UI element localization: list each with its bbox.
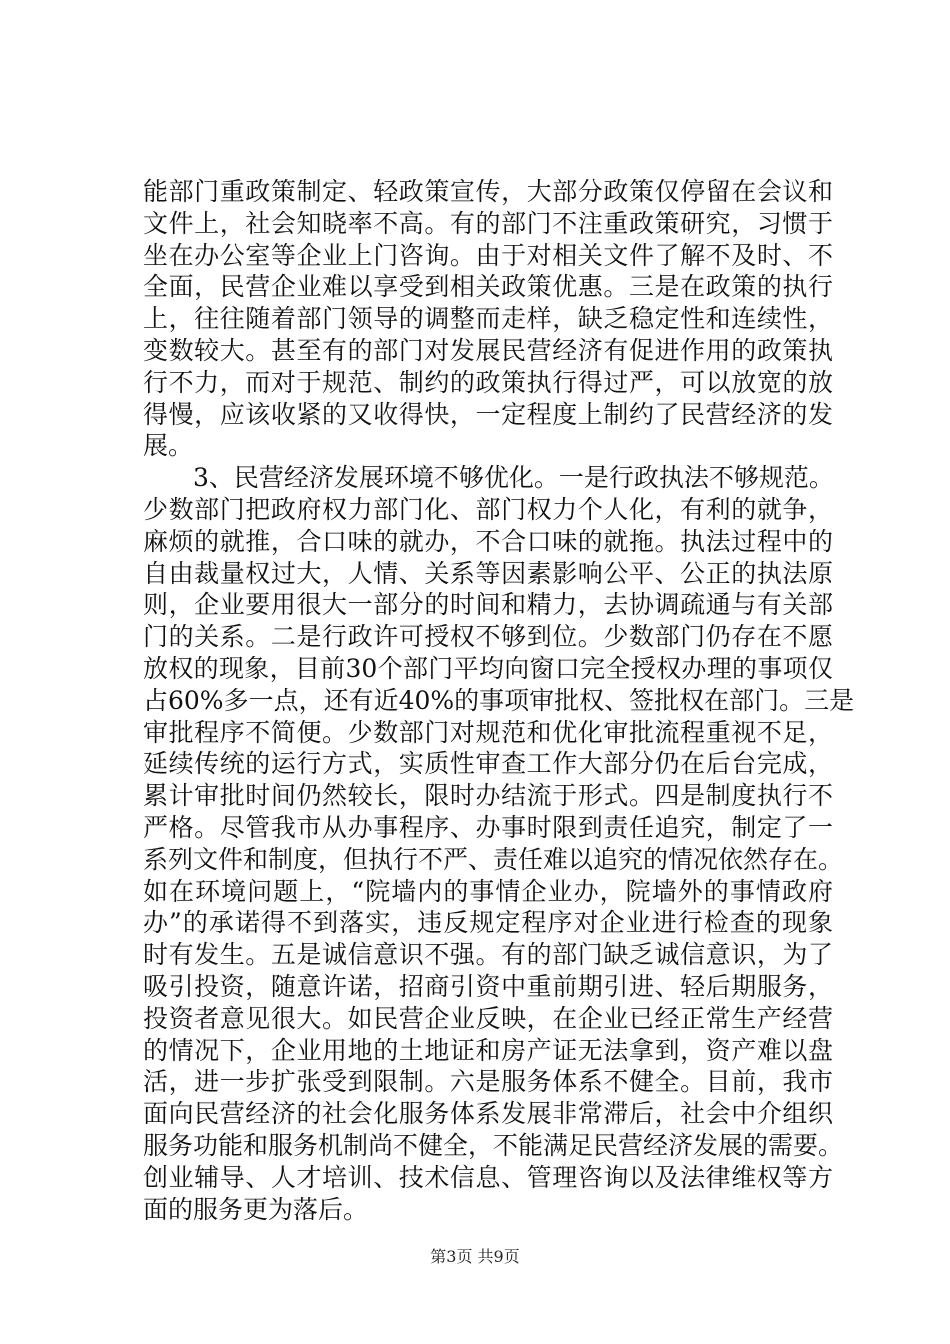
text-line: 全面，民营企业难以享受到相关政策优惠。三是在政策的执行 xyxy=(143,272,833,302)
text-line: 系列文件和制度，但执行不严、责任难以追究的情况依然存在。 xyxy=(143,844,844,874)
text-line: 麻烦的就推，合口味的就办，不合口味的就拖。执法过程中的 xyxy=(143,526,833,556)
text-line: 少数部门把政府权力部门化、部门权力个人化，有利的就争， xyxy=(143,494,833,524)
body-text xyxy=(143,176,855,1225)
text-line: 面的服务更为落后。 xyxy=(143,1194,369,1224)
text-line: 如在环境问题上，“院墙内的事情企业办，院墙外的事情政府 xyxy=(143,876,833,906)
text-line: 办”的承诺得不到落实，违反规定程序对企业进行检查的现象 xyxy=(143,908,833,938)
text-line: 自由裁量权过大，人情、关系等因素影响公平、公正的执法原 xyxy=(143,558,833,588)
text-line: 累计审批时间仍然较长，限时办结流于形式。四是制度执行不 xyxy=(143,781,833,811)
text-line: 行不力，而对于规范、制约的政策执行得过严，可以放宽的放 xyxy=(143,367,833,397)
text-line: 吸引投资，随意许诺，招商引资中重前期引进、轻后期服务， xyxy=(143,971,833,1001)
text-line: 上，往往随着部门领导的调整而走样，缺乏稳定性和连续性， xyxy=(143,304,833,334)
text-line: 坐在办公室等企业上门咨询。由于对相关文件了解不及时、不 xyxy=(143,240,833,270)
text-line: 能部门重政策制定、轻政策宣传，大部分政策仅停留在会议和 xyxy=(143,177,833,206)
text-line: 审批程序不简便。少数部门对规范和优化审批流程重视不足， xyxy=(143,717,833,747)
text-line: 活，进一步扩张受到限制。六是服务体系不健全。目前，我市 xyxy=(143,1067,833,1097)
text-line: 面向民营经济的社会化服务体系发展非常滞后，社会中介组织 xyxy=(143,1099,833,1129)
text-line: 延续传统的运行方式，实质性审查工作大部分仍在后台完成， xyxy=(143,749,833,779)
text-line: 创业辅导、人才培训、技术信息、管理咨询以及法律维权等方 xyxy=(143,1162,833,1192)
text-line: 放权的现象，目前30个部门平均向窗口完全授权办理的事项仅 xyxy=(143,653,833,683)
text-line: 时有发生。五是诚信意识不强。有的部门缺乏诚信意识，为了 xyxy=(143,940,833,970)
text-line: 投资者意见很大。如民营企业反映，在企业已经正常生产经营 xyxy=(143,1003,833,1033)
text-line: 变数较大。甚至有的部门对发展民营经济有促进作用的政策执 xyxy=(143,335,833,365)
page-footer: 第3页 共9页 xyxy=(430,1247,520,1266)
text-line: 文件上，社会知晓率不高。有的部门不注重政策研究，习惯于 xyxy=(143,208,833,238)
text-line: 占60%多一点，还有近40%的事项审批权、签批权在部门。三是 xyxy=(143,685,855,715)
text-line: 得慢，应该收紧的又收得快，一定程度上制约了民营经济的发 xyxy=(143,399,833,429)
text-line: 严格。尽管我市从办事程序、办事时限到责任追究，制定了一 xyxy=(143,812,833,842)
text-line: 门的关系。二是行政许可授权不够到位。少数部门仍存在不愿 xyxy=(143,622,833,652)
text-line: 3、民营经济发展环境不够优化。一是行政执法不够规范。 xyxy=(143,463,834,493)
text-line: 展。 xyxy=(143,431,194,461)
text-line: 则，企业要用很大一部分的时间和精力，去协调疏通与有关部 xyxy=(143,590,833,620)
text-line: 服务功能和服务机制尚不健全，不能满足民营经济发展的需要。 xyxy=(143,1130,844,1160)
text-line: 的情况下，企业用地的土地证和房产证无法拿到，资产难以盘 xyxy=(143,1035,833,1065)
